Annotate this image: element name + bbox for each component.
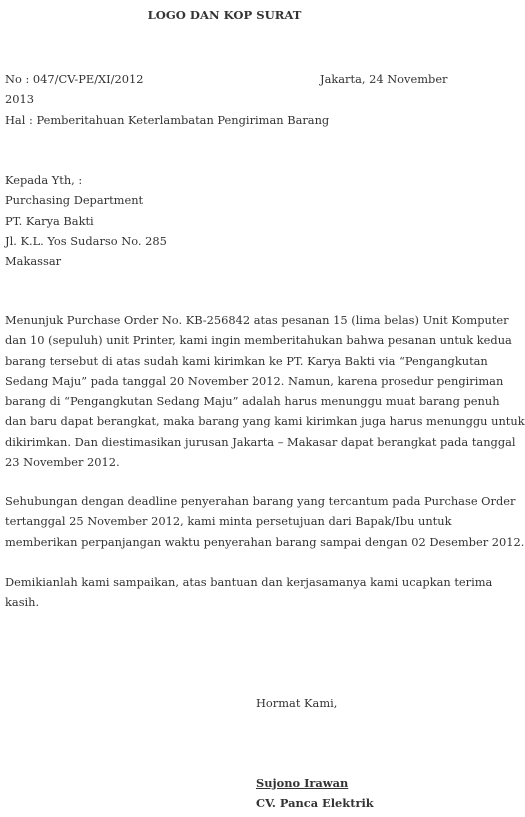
letterhead-title: LOGO DAN KOP SURAT [147, 8, 302, 22]
subject-line: Hal : Pemberitahuan Keterlambatan Pengiriman Barang [5, 113, 330, 127]
paragraph-line: barang di “Pengangkutan Sedang Maju” adalah harus menunggu muat barang penuh [5, 394, 500, 409]
recipient-line: Makassar [5, 254, 62, 269]
paragraph-line: tertanggal 25 November 2012, kami minta persetujuan dari Bapak/Ibu untuk [5, 514, 452, 529]
paragraph-line: Sehubungan dengan deadline penyerahan barang yang tercantum pada Purchase Order [5, 494, 516, 508]
paragraph-line: dan 10 (sepuluh) unit Printer, kami ingin memberitahukan bahwa pesanan untuk kedua [5, 333, 512, 348]
paragraph-line: dikirimkan. Dan diestimasikan jurusan Jakarta – Makasar dapat berangkat pada tanggal [5, 434, 516, 449]
recipient-line: Kepada Yth, : [5, 173, 83, 187]
date-year: 2013 [5, 92, 34, 106]
recipient-line: PT. Karya Bakti [5, 213, 94, 228]
paragraph-line: 23 November 2012. [5, 455, 120, 470]
body-paragraph-3 [5, 572, 493, 613]
recipient-line: Jl. K.L. Yos Sudarso No. 285 [5, 233, 167, 248]
place-date: Jakarta, 24 November [320, 72, 448, 86]
body-paragraph-1 [5, 310, 525, 472]
body-paragraph-2 [5, 491, 525, 552]
paragraph-line: dan baru dapat berangkat, maka barang yang kami kirimkan juga harus menunggu untuk [5, 414, 525, 429]
paragraph-line: Sedang Maju” pada tanggal 20 November 2012. Namun, karena prosedur pengiriman [5, 373, 504, 388]
paragraph-line: Menunjuk Purchase Order No. KB-256842 atas pesanan 15 (lima belas) Unit Komputer [5, 313, 509, 327]
paragraph-line: memberikan perpanjangan waktu penyerahan barang sampai dengan 02 Desember 2012. [5, 534, 525, 549]
paragraph-line: Demikianlah kami sampaikan, atas bantuan dan kerjasamanya kami ucapkan terima [5, 575, 493, 589]
paragraph-line: kasih. [5, 595, 40, 610]
closing-salutation: Hormat Kami, [256, 696, 338, 710]
signer-company: CV. Panca Elektrik [256, 796, 374, 810]
signer-name: Sujono Irawan [256, 776, 349, 790]
recipient-block [5, 170, 167, 271]
paragraph-line: barang tersebut di atas sudah kami kirimkan ke PT. Karya Bakti via “Pengangkutan [5, 353, 488, 368]
recipient-line: Purchasing Department [5, 193, 144, 208]
letter-number: No : 047/CV-PE/XI/2012 [5, 72, 144, 86]
